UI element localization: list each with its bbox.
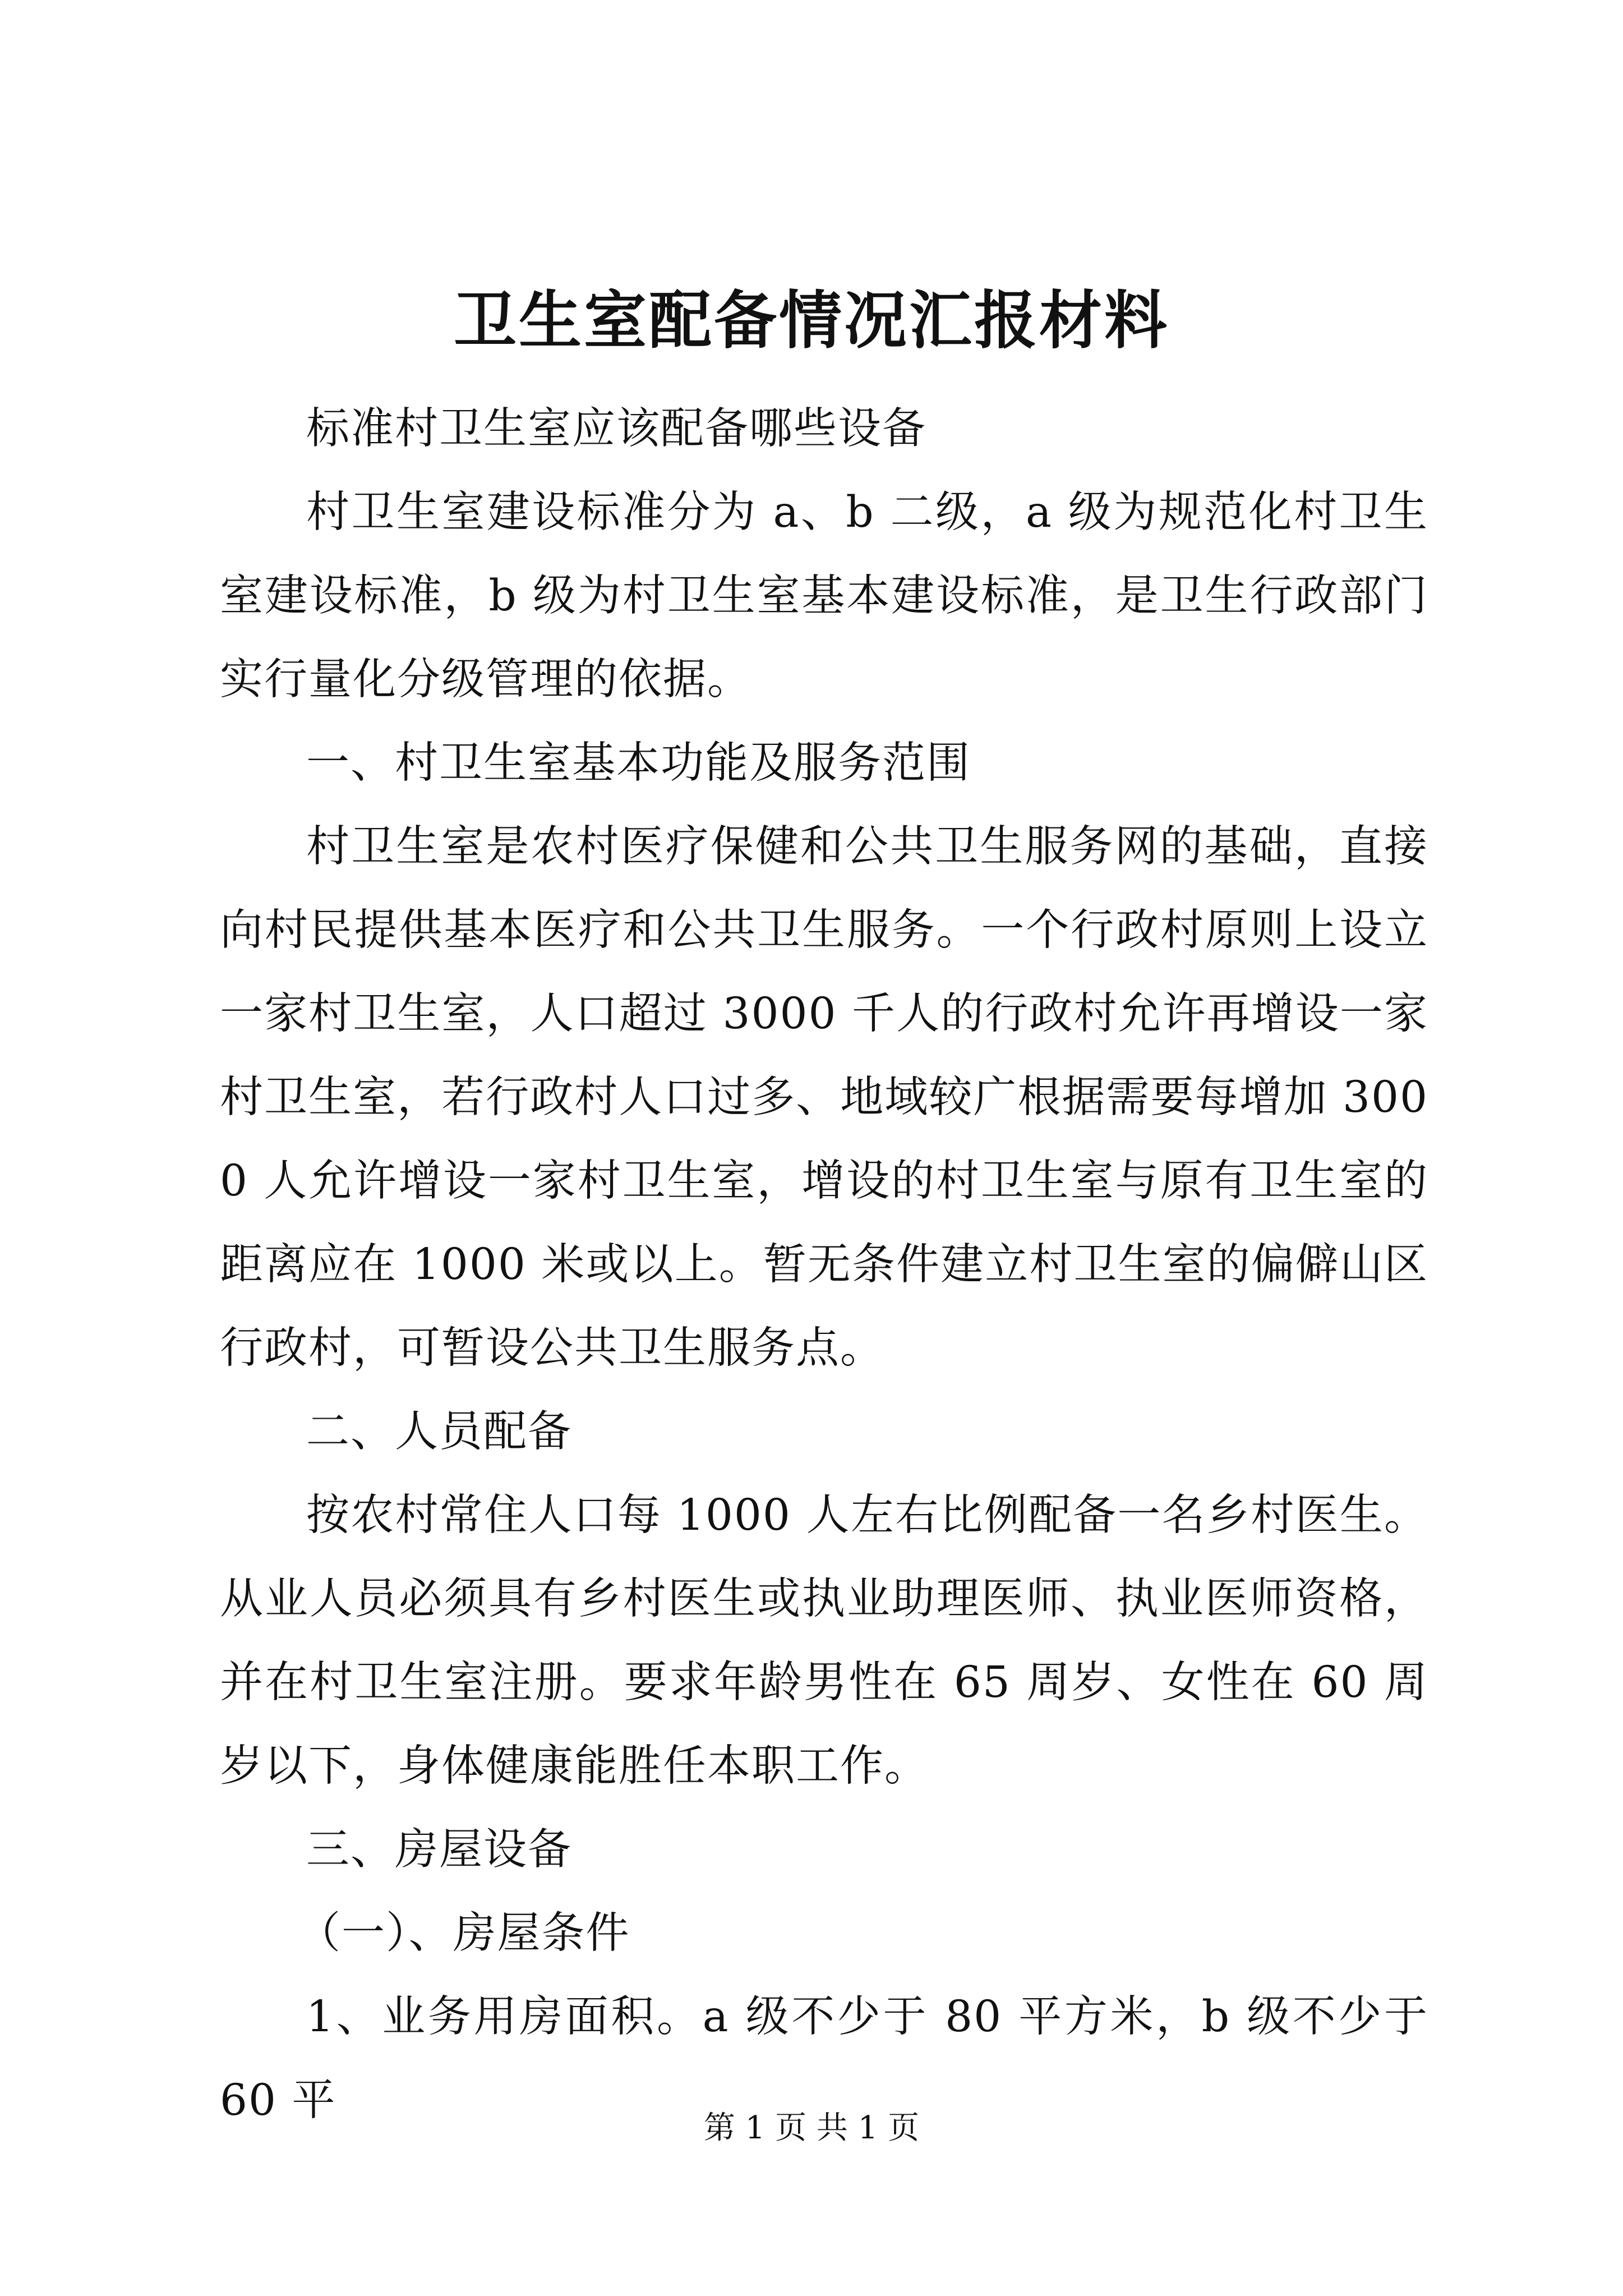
section-heading-1: 一、村卫生室基本功能及服务范围 bbox=[306, 738, 971, 788]
document-body bbox=[220, 387, 1428, 2142]
section-1-paragraph: 村卫生室是农村医疗保健和公共卫生服务网的基础，直接向村民提供基本医疗和公共卫生服务。一个行政村原则上设立一家村卫生室，人口超过 3000 千人的行政村允许再增设一家村卫生室，若行政村人口过多、地域较广根据需要每增加 3000 人允许增设一家村卫生室，增设的村卫生室与原有卫生室的距离应在 1000 米或以上。暂无条件建立村卫生室的偏僻山区行政村，可暂设公共卫生服务点。 bbox=[220, 822, 1428, 1373]
section-heading-3: 三、房屋设备 bbox=[306, 1825, 572, 1875]
subsection-heading-1: （一）、房屋条件 bbox=[297, 1908, 630, 1958]
page-footer: 第 1 页 共 1 页 bbox=[703, 2110, 920, 2146]
subtitle-paragraph: 标准村卫生室应该配备哪些设备 bbox=[306, 404, 926, 454]
document-title: 卫生室配备情况汇报材料 bbox=[454, 284, 1169, 357]
section-2-paragraph: 按农村常住人口每 1000 人左右比例配备一名乡村医生。从业人员必须具有乡村医生或执业助理医师、执业医师资格，并在村卫生室注册。要求年龄男性在 65 周岁、女性在 60 周岁以下，身体健康能胜任本职工作。 bbox=[220, 1490, 1428, 1791]
item-1-paragraph: 1、业务用房面积。a 级不少于 80 平方米，b 级不少于 60 平 bbox=[220, 1992, 1428, 2125]
section-heading-2: 二、人员配备 bbox=[306, 1407, 572, 1457]
intro-paragraph: 村卫生室建设标准分为 a、b 二级，a 级为规范化村卫生室建设标准，b 级为村卫生室基本建设标准，是卫生行政部门实行量化分级管理的依据。 bbox=[220, 487, 1428, 705]
